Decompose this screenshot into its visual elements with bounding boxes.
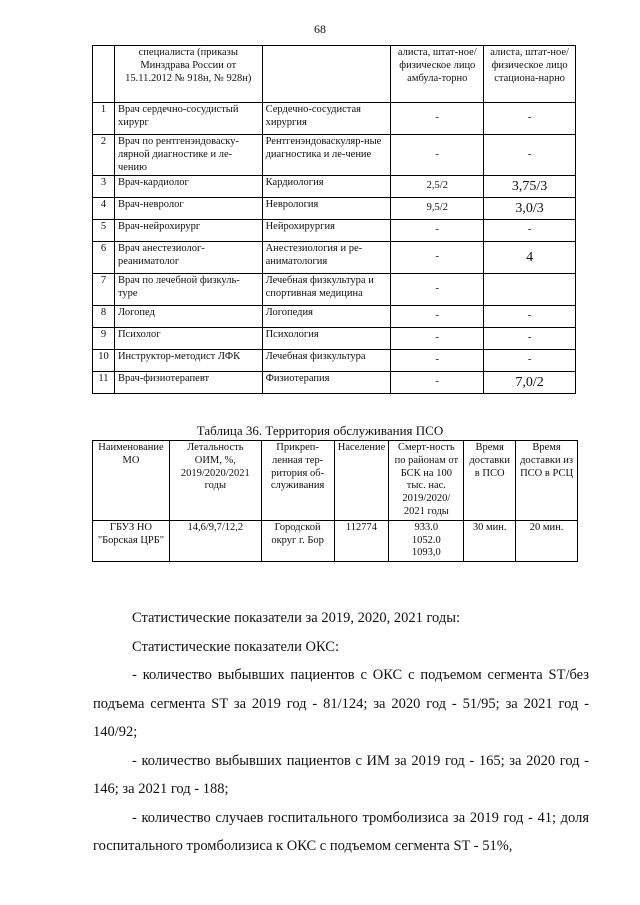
stationary-cell: 4: [484, 242, 576, 274]
ambulatory-cell: -: [391, 306, 484, 328]
row-number: 8: [93, 306, 115, 328]
specialist-cell: Врач сердечно-сосудистый хирург: [114, 103, 262, 135]
stationary-cell: -: [484, 328, 576, 350]
staff-table: [92, 45, 576, 394]
staff-table-header-row: [93, 46, 576, 103]
cell-time-pso: 30 мин.: [464, 520, 516, 561]
header-profile: [262, 46, 391, 103]
pso-header-row: [93, 441, 578, 521]
ambulatory-cell: -: [391, 350, 484, 372]
ambulatory-cell: -: [391, 103, 484, 135]
specialist-cell: Врач по рентгенэндоваску-лярной диагностике и ле-чению: [114, 135, 262, 176]
cell-time-rsc: 20 мин.: [516, 520, 578, 561]
row-number: 6: [93, 242, 115, 274]
staff-table-row: [93, 242, 576, 274]
staff-table-row: [93, 274, 576, 306]
stationary-cell: -: [484, 135, 576, 176]
specialist-cell: Врач-невролог: [114, 198, 262, 220]
pso-table: [92, 440, 578, 562]
header-specialist: специалиста (приказы Минздрава России от 15.11.2012 № 918н, № 928н): [114, 46, 262, 103]
mortality-2021: 1093,0: [411, 547, 441, 559]
header-territory: Прикреп-ленная тер-ритория об-служивания: [261, 441, 334, 521]
header-time-pso: Время доставки в ПСО: [464, 441, 516, 521]
profile-cell: Лечебная физкультура: [262, 350, 391, 372]
profile-cell: Нейрохирургия: [262, 220, 391, 242]
profile-cell: Физиотерапия: [262, 372, 391, 394]
mortality-2019: 933.0: [414, 521, 439, 533]
ambulatory-cell: -: [391, 135, 484, 176]
pso-data-row: [93, 520, 578, 561]
staff-table-row: [93, 306, 576, 328]
cell-mo: [93, 520, 170, 561]
stationary-cell: 7,0/2: [484, 372, 576, 394]
profile-cell: Кардиология: [262, 176, 391, 198]
mo-line-1: ГБУЗ НО: [109, 521, 152, 533]
specialist-cell: Психолог: [114, 328, 262, 350]
row-number: 9: [93, 328, 115, 350]
stationary-cell: -: [484, 306, 576, 328]
table-caption: Таблица 36. Территория обслуживания ПСО: [196, 423, 444, 438]
header-mo: Наименование МО: [93, 441, 170, 521]
staff-table-row: [93, 135, 576, 176]
stationary-cell: -: [484, 103, 576, 135]
paragraph-oks-count: - количество выбывших пациентов с ОКС с подъемом сегмента ST/без подъема сегмента ST за 2019 год - 81/124; за 2020 год - 51/95; за 2021 год - 140/92;: [93, 667, 589, 740]
ambulatory-cell: 9,5/2: [391, 198, 484, 220]
row-number: 7: [93, 274, 115, 306]
row-number: 1: [93, 103, 115, 135]
row-number: 2: [93, 135, 115, 176]
paragraph-thrombolysis: - количество случаев госпитального тромболизиса за 2019 год - 41; доля госпитального тромболизиса к ОКС с подъемом сегмента ST - 51%,: [93, 809, 589, 854]
specialist-cell: Логопед: [114, 306, 262, 328]
ambulatory-cell: 2,5/2: [391, 176, 484, 198]
specialist-cell: Врач-кардиолог: [114, 176, 262, 198]
specialist-cell: Врач по лечебной физкуль-туре: [114, 274, 262, 306]
page-number: 68: [314, 22, 326, 36]
row-number: 4: [93, 198, 115, 220]
cell-population: 112774: [334, 520, 389, 561]
staff-table-row: [93, 176, 576, 198]
staff-table-row: [93, 372, 576, 394]
row-number: 11: [93, 372, 115, 394]
header-lethality: Летальность ОИМ, %, 2019/2020/2021 годы: [169, 441, 261, 521]
row-number: 3: [93, 176, 115, 198]
header-num: [93, 46, 115, 103]
header-stationary: алиста, штат-ное/физическое лицо стациона-нарно: [484, 46, 576, 103]
header-ambulatory: алиста, штат-ное/физическое лицо амбула-торно: [391, 46, 484, 103]
specialist-cell: Врач-нейрохирург: [114, 220, 262, 242]
specialist-cell: Инструктор-методист ЛФК: [114, 350, 262, 372]
profile-cell: Логопедия: [262, 306, 391, 328]
ambulatory-cell: -: [391, 220, 484, 242]
stationary-cell: 3,75/3: [484, 176, 576, 198]
profile-cell: Психология: [262, 328, 391, 350]
staff-table-row: [93, 220, 576, 242]
profile-cell: Лечебная физкультура и спортивная медицина: [262, 274, 391, 306]
ambulatory-cell: -: [391, 242, 484, 274]
paragraph-stats-years: Статистические показатели за 2019, 2020, 2021 годы:: [132, 610, 461, 626]
ambulatory-cell: -: [391, 372, 484, 394]
stationary-cell: [484, 274, 576, 306]
stationary-cell: -: [484, 350, 576, 372]
profile-cell: Анестезиология и ре-аниматология: [262, 242, 391, 274]
header-time-rsc: Время доставки из ПСО в РСЦ: [516, 441, 578, 521]
header-mortality: Смерт-ность по районам от БСК на 100 тыс. нас. 2019/2020/ 2021 годы: [389, 441, 464, 521]
specialist-cell: Врач анестезиолог-реаниматолог: [114, 242, 262, 274]
staff-table-row: [93, 103, 576, 135]
mo-line-2: "Борская ЦРБ": [97, 534, 165, 546]
ambulatory-cell: -: [391, 274, 484, 306]
paragraph-stats-oks: Статистические показатели ОКС:: [132, 638, 340, 655]
specialist-cell: Врач-физиотерапевт: [114, 372, 262, 394]
paragraph-mi-count: - количество выбывших пациентов с ИМ за 2019 год - 165; за 2020 год - 146; за 2021 год - 188;: [93, 752, 589, 797]
cell-territory: Городской округ г. Бор: [261, 520, 334, 561]
profile-cell: Сердечно-сосудистая хирургия: [262, 103, 391, 135]
header-population: Население: [334, 441, 389, 521]
staff-table-row: [93, 328, 576, 350]
cell-lethality: 14,6/9,7/12,2: [169, 520, 261, 561]
body-text: [93, 604, 589, 861]
row-number: 5: [93, 220, 115, 242]
stationary-cell: -: [484, 220, 576, 242]
row-number: 10: [93, 350, 115, 372]
staff-table-row: [93, 350, 576, 372]
ambulatory-cell: -: [391, 328, 484, 350]
cell-mortality: [389, 520, 464, 561]
staff-table-row: [93, 198, 576, 220]
stationary-cell: 3,0/3: [484, 198, 576, 220]
mortality-2020: 1052.0: [411, 534, 441, 546]
profile-cell: Неврология: [262, 198, 391, 220]
profile-cell: Рентгенэндоваскуляр-ные диагностика и ле-чение: [262, 135, 391, 176]
